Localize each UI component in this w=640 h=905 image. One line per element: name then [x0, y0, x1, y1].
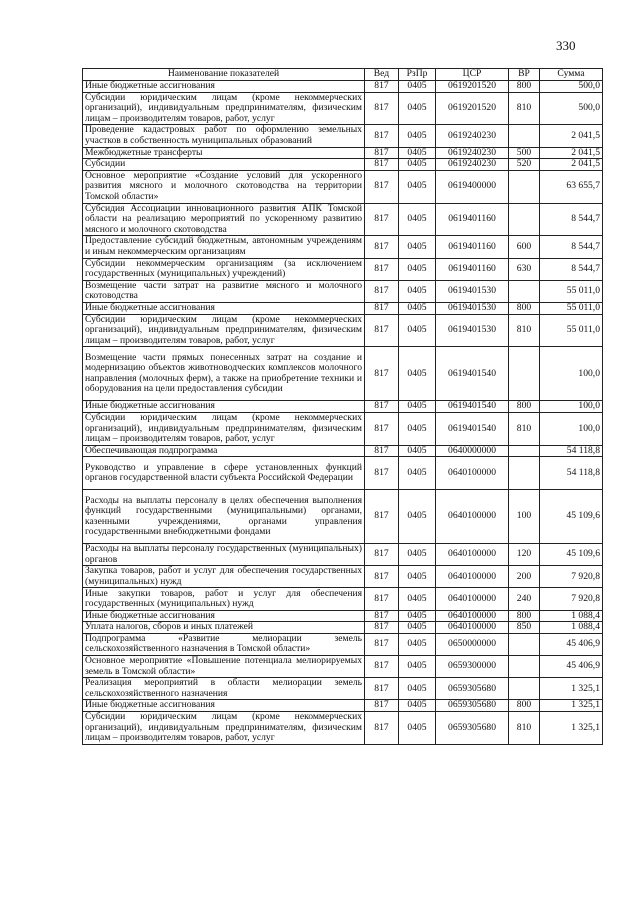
- row-rzpr-cell: 0405: [399, 610, 436, 622]
- row-ved-cell: 817: [365, 302, 399, 314]
- row-name-cell: Субсидии юридическим лицам (кроме некоммерческих организаций), индивидуальным предпринимателям, физическим лицам – производителям товаров, работ, услуг: [83, 92, 365, 125]
- row-csr-cell: 0650000000: [436, 633, 509, 655]
- table-row: [83, 633, 603, 655]
- row-vr-cell: [509, 347, 540, 401]
- row-sum-cell: 100,0: [540, 347, 603, 401]
- row-vr-cell: 800: [509, 401, 540, 413]
- row-vr-cell: 100: [509, 490, 540, 544]
- table-body: [83, 81, 603, 745]
- row-sum-cell: 63 655,7: [540, 170, 603, 203]
- row-ved-cell: 817: [365, 588, 399, 610]
- row-name-cell: Иные бюджетные ассигнования: [83, 302, 365, 314]
- row-rzpr-cell: 0405: [399, 588, 436, 610]
- table-row: [83, 544, 603, 566]
- row-name-cell: Проведение кадастровых работ по оформлению земельных участков в собственность муниципальных образований: [83, 125, 365, 147]
- table-header-row: [83, 69, 603, 81]
- row-name-cell: Субсидии юридическим лицам (кроме некоммерческих организаций), индивидуальным предпринимателям, физическим лицам – производителям товаров, работ, услуг: [83, 712, 365, 745]
- row-ved-cell: 817: [365, 412, 399, 445]
- row-ved-cell: 817: [365, 700, 399, 712]
- row-name-cell: Возмещение части затрат на развитие мясного и молочного скотоводства: [83, 280, 365, 302]
- row-sum-cell: 54 118,8: [540, 457, 603, 490]
- table-row: [83, 170, 603, 203]
- row-name-cell: Субсидии некоммерческим организациям (за исключением государственных (муниципальных) учреждений): [83, 258, 365, 280]
- row-rzpr-cell: 0405: [399, 656, 436, 678]
- row-csr-cell: 0619400000: [436, 170, 509, 203]
- row-csr-cell: 0619401530: [436, 302, 509, 314]
- row-vr-cell: 810: [509, 92, 540, 125]
- row-sum-cell: 8 544,7: [540, 236, 603, 258]
- row-ved-cell: 817: [365, 314, 399, 347]
- row-csr-cell: 0619401540: [436, 347, 509, 401]
- row-ved-cell: 817: [365, 258, 399, 280]
- row-vr-cell: 800: [509, 610, 540, 622]
- row-name-cell: Руководство и управление в сфере установленных функций органов государственной власти субъекта Российской Федерации: [83, 457, 365, 490]
- row-vr-cell: 240: [509, 588, 540, 610]
- row-name-cell: Основное мероприятие «Повышение потенциала мелиорируемых земель в Томской области»: [83, 656, 365, 678]
- row-name-cell: Основное мероприятие «Создание условий для ускоренного развития мясного и молочного скотоводства на территории Томской области»: [83, 170, 365, 203]
- table-row: [83, 236, 603, 258]
- row-sum-cell: 45 109,6: [540, 544, 603, 566]
- row-csr-cell: 0619401530: [436, 280, 509, 302]
- table-row: [83, 445, 603, 457]
- table-row: [83, 588, 603, 610]
- row-vr-cell: 500: [509, 147, 540, 159]
- table-row: [83, 92, 603, 125]
- table-row: [83, 280, 603, 302]
- row-vr-cell: [509, 203, 540, 236]
- row-rzpr-cell: 0405: [399, 490, 436, 544]
- table-row: [83, 147, 603, 159]
- row-vr-cell: 800: [509, 302, 540, 314]
- row-vr-cell: [509, 445, 540, 457]
- row-sum-cell: 54 118,8: [540, 445, 603, 457]
- row-csr-cell: 0640100000: [436, 566, 509, 588]
- row-sum-cell: 2 041,5: [540, 125, 603, 147]
- row-vr-cell: [509, 280, 540, 302]
- table-row: [83, 656, 603, 678]
- row-sum-cell: 1 325,1: [540, 678, 603, 700]
- row-vr-cell: 850: [509, 622, 540, 634]
- row-sum-cell: 500,0: [540, 81, 603, 93]
- table-row: [83, 566, 603, 588]
- row-rzpr-cell: 0405: [399, 401, 436, 413]
- row-csr-cell: 0640100000: [436, 490, 509, 544]
- table-row: [83, 622, 603, 634]
- table-row: [83, 258, 603, 280]
- row-ved-cell: 817: [365, 544, 399, 566]
- row-rzpr-cell: 0405: [399, 347, 436, 401]
- header-ved: Вед: [365, 69, 399, 81]
- row-rzpr-cell: 0405: [399, 712, 436, 745]
- row-sum-cell: 55 011,0: [540, 280, 603, 302]
- row-vr-cell: 810: [509, 314, 540, 347]
- row-ved-cell: 817: [365, 712, 399, 745]
- row-name-cell: Субсидии юридическим лицам (кроме некоммерческих организаций), индивидуальным предпринимателям, физическим лицам – производителям товаров, работ, услуг: [83, 412, 365, 445]
- row-rzpr-cell: 0405: [399, 258, 436, 280]
- row-ved-cell: 817: [365, 633, 399, 655]
- row-rzpr-cell: 0405: [399, 81, 436, 93]
- row-sum-cell: 7 920,8: [540, 566, 603, 588]
- table-row: [83, 700, 603, 712]
- row-csr-cell: 0619401160: [436, 258, 509, 280]
- row-vr-cell: [509, 170, 540, 203]
- row-name-cell: Субсидии: [83, 159, 365, 171]
- row-rzpr-cell: 0405: [399, 678, 436, 700]
- row-sum-cell: 45 406,9: [540, 656, 603, 678]
- row-sum-cell: 1 325,1: [540, 700, 603, 712]
- row-sum-cell: 1 325,1: [540, 712, 603, 745]
- row-rzpr-cell: 0405: [399, 302, 436, 314]
- row-vr-cell: 810: [509, 712, 540, 745]
- row-ved-cell: 817: [365, 622, 399, 634]
- header-name: Наименование показателей: [83, 69, 365, 81]
- table-row: [83, 401, 603, 413]
- row-csr-cell: 0619401540: [436, 412, 509, 445]
- row-vr-cell: 520: [509, 159, 540, 171]
- row-vr-cell: 200: [509, 566, 540, 588]
- row-name-cell: Иные закупки товаров, работ и услуг для обеспечения государственных (муниципальных) нужд: [83, 588, 365, 610]
- row-name-cell: Возмещение части прямых понесенных затрат на создание и модернизацию объектов животноводческих комплексов молочного направления (молочных ферм), а также на приобретение техники и оборудования на цели предоставления субсидии: [83, 347, 365, 401]
- row-csr-cell: 0619401160: [436, 236, 509, 258]
- row-rzpr-cell: 0405: [399, 622, 436, 634]
- row-vr-cell: [509, 125, 540, 147]
- row-ved-cell: 817: [365, 678, 399, 700]
- header-csr: ЦСР: [436, 69, 509, 81]
- table-row: [83, 610, 603, 622]
- table-row: [83, 347, 603, 401]
- row-csr-cell: 0619401160: [436, 203, 509, 236]
- row-rzpr-cell: 0405: [399, 203, 436, 236]
- row-name-cell: Обеспечивающая подпрограмма: [83, 445, 365, 457]
- table-row: [83, 412, 603, 445]
- row-csr-cell: 0619201520: [436, 81, 509, 93]
- row-csr-cell: 0619240230: [436, 125, 509, 147]
- table-row: [83, 159, 603, 171]
- row-ved-cell: 817: [365, 159, 399, 171]
- table-row: [83, 678, 603, 700]
- row-sum-cell: 2 041,5: [540, 147, 603, 159]
- row-ved-cell: 817: [365, 610, 399, 622]
- row-rzpr-cell: 0405: [399, 700, 436, 712]
- row-sum-cell: 2 041,5: [540, 159, 603, 171]
- row-ved-cell: 817: [365, 347, 399, 401]
- row-name-cell: Предоставление субсидий бюджетным, автономным учреждениям и иным некоммерческим организациям: [83, 236, 365, 258]
- row-csr-cell: 0659305680: [436, 700, 509, 712]
- row-csr-cell: 0640100000: [436, 588, 509, 610]
- row-rzpr-cell: 0405: [399, 170, 436, 203]
- header-vr: ВР: [509, 69, 540, 81]
- row-ved-cell: 817: [365, 125, 399, 147]
- row-rzpr-cell: 0405: [399, 125, 436, 147]
- row-csr-cell: 0619240230: [436, 147, 509, 159]
- row-ved-cell: 817: [365, 236, 399, 258]
- row-ved-cell: 817: [365, 203, 399, 236]
- row-ved-cell: 817: [365, 170, 399, 203]
- row-csr-cell: 0640100000: [436, 622, 509, 634]
- row-ved-cell: 817: [365, 457, 399, 490]
- row-rzpr-cell: 0405: [399, 412, 436, 445]
- row-name-cell: Иные бюджетные ассигнования: [83, 81, 365, 93]
- row-name-cell: Субсидии юридическим лицам (кроме некоммерческих организаций), индивидуальным предпринимателям, физическим лицам – производителям товаров, работ, услуг: [83, 314, 365, 347]
- header-rzpr: РзПр: [399, 69, 436, 81]
- row-ved-cell: 817: [365, 401, 399, 413]
- row-ved-cell: 817: [365, 566, 399, 588]
- row-vr-cell: [509, 678, 540, 700]
- row-rzpr-cell: 0405: [399, 236, 436, 258]
- row-rzpr-cell: 0405: [399, 314, 436, 347]
- row-vr-cell: [509, 633, 540, 655]
- row-sum-cell: 8 544,7: [540, 258, 603, 280]
- table-row: [83, 125, 603, 147]
- row-sum-cell: 7 920,8: [540, 588, 603, 610]
- row-sum-cell: 1 088,4: [540, 622, 603, 634]
- row-vr-cell: 800: [509, 700, 540, 712]
- row-csr-cell: 0640100000: [436, 544, 509, 566]
- budget-table: [82, 68, 603, 745]
- row-csr-cell: 0619240230: [436, 159, 509, 171]
- row-name-cell: Расходы на выплаты персоналу в целях обеспечения выполнения функций государственными (муниципальными) органами, казенными учреждениями, органами управления государственными внебюджетными фондами: [83, 490, 365, 544]
- row-vr-cell: [509, 457, 540, 490]
- row-sum-cell: 8 544,7: [540, 203, 603, 236]
- page-number: 330: [556, 38, 576, 53]
- row-rzpr-cell: 0405: [399, 445, 436, 457]
- row-csr-cell: 0640000000: [436, 445, 509, 457]
- table-row: [83, 314, 603, 347]
- row-name-cell: Подпрограмма «Развитие мелиорации земель сельскохозяйственного назначения в Томской области»: [83, 633, 365, 655]
- row-vr-cell: 810: [509, 412, 540, 445]
- row-vr-cell: 630: [509, 258, 540, 280]
- row-name-cell: Межбюджетные трансферты: [83, 147, 365, 159]
- row-csr-cell: 0659305680: [436, 712, 509, 745]
- row-csr-cell: 0659305680: [436, 678, 509, 700]
- row-sum-cell: 1 088,4: [540, 610, 603, 622]
- row-csr-cell: 0619201520: [436, 92, 509, 125]
- table-row: [83, 457, 603, 490]
- row-csr-cell: 0659300000: [436, 656, 509, 678]
- row-ved-cell: 817: [365, 490, 399, 544]
- row-rzpr-cell: 0405: [399, 147, 436, 159]
- row-ved-cell: 817: [365, 656, 399, 678]
- row-ved-cell: 817: [365, 92, 399, 125]
- row-sum-cell: 55 011,0: [540, 314, 603, 347]
- row-rzpr-cell: 0405: [399, 92, 436, 125]
- row-csr-cell: 0640100000: [436, 457, 509, 490]
- row-vr-cell: 600: [509, 236, 540, 258]
- row-vr-cell: [509, 656, 540, 678]
- row-csr-cell: 0640100000: [436, 610, 509, 622]
- row-ved-cell: 817: [365, 280, 399, 302]
- table-row: [83, 302, 603, 314]
- row-name-cell: Реализация мероприятий в области мелиорации земель сельскохозяйственного назначения: [83, 678, 365, 700]
- row-sum-cell: 100,0: [540, 412, 603, 445]
- row-vr-cell: 800: [509, 81, 540, 93]
- row-ved-cell: 817: [365, 445, 399, 457]
- row-rzpr-cell: 0405: [399, 566, 436, 588]
- row-rzpr-cell: 0405: [399, 457, 436, 490]
- row-rzpr-cell: 0405: [399, 633, 436, 655]
- table-row: [83, 203, 603, 236]
- row-sum-cell: 55 011,0: [540, 302, 603, 314]
- row-csr-cell: 0619401530: [436, 314, 509, 347]
- table-row: [83, 81, 603, 93]
- row-name-cell: Закупка товаров, работ и услуг для обеспечения государственных (муниципальных) нужд: [83, 566, 365, 588]
- row-sum-cell: 45 109,6: [540, 490, 603, 544]
- row-csr-cell: 0619401540: [436, 401, 509, 413]
- row-name-cell: Иные бюджетные ассигнования: [83, 700, 365, 712]
- header-sum: Сумма: [540, 69, 603, 81]
- row-rzpr-cell: 0405: [399, 544, 436, 566]
- row-name-cell: Расходы на выплаты персоналу государственных (муниципальных) органов: [83, 544, 365, 566]
- row-name-cell: Иные бюджетные ассигнования: [83, 610, 365, 622]
- row-sum-cell: 45 406,9: [540, 633, 603, 655]
- row-ved-cell: 817: [365, 147, 399, 159]
- row-vr-cell: 120: [509, 544, 540, 566]
- row-name-cell: Уплата налогов, сборов и иных платежей: [83, 622, 365, 634]
- row-ved-cell: 817: [365, 81, 399, 93]
- row-rzpr-cell: 0405: [399, 280, 436, 302]
- row-sum-cell: 100,0: [540, 401, 603, 413]
- table-row: [83, 490, 603, 544]
- row-name-cell: Субсидия Ассоциации инновационного развития АПК Томской области на реализацию мероприятий по ускоренному развитию мясного и молочного скотоводства: [83, 203, 365, 236]
- row-rzpr-cell: 0405: [399, 159, 436, 171]
- table-row: [83, 712, 603, 745]
- row-sum-cell: 500,0: [540, 92, 603, 125]
- row-name-cell: Иные бюджетные ассигнования: [83, 401, 365, 413]
